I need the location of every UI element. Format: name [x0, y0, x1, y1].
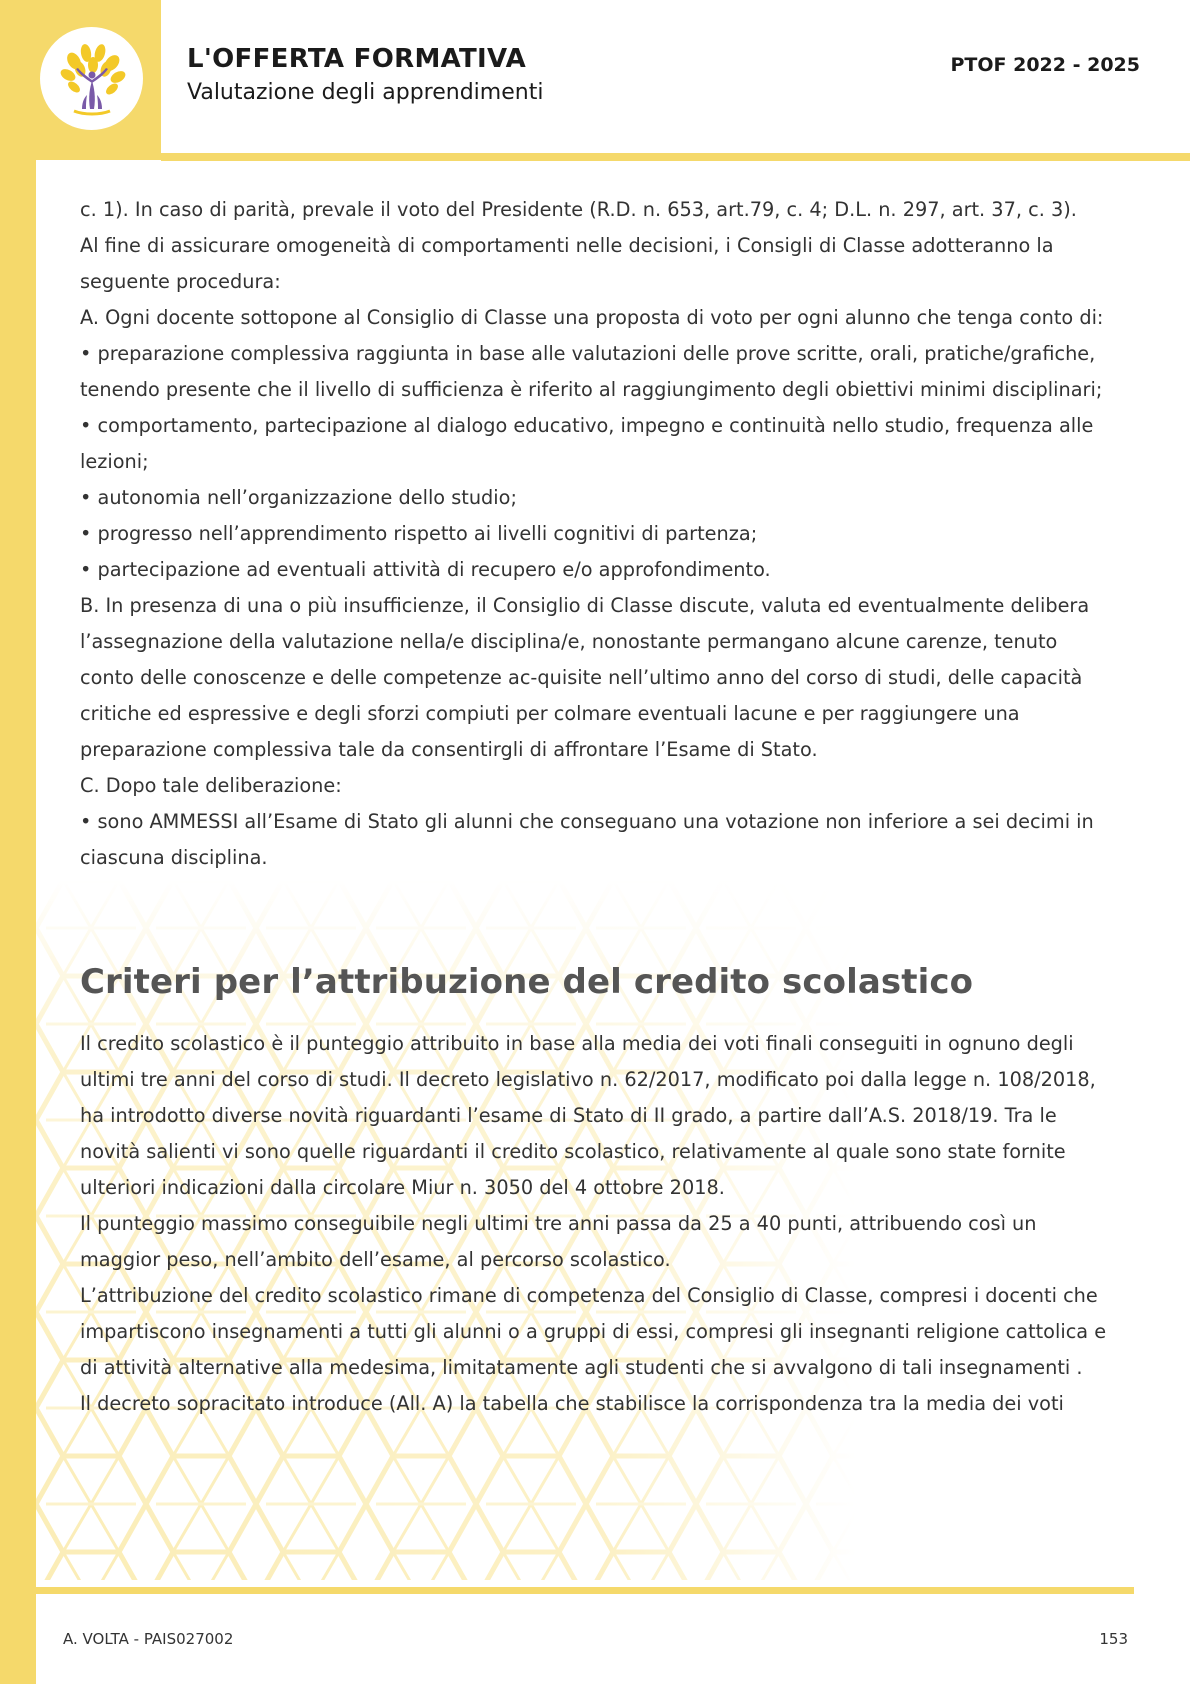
ptof-label: PTOF 2022 - 2025	[950, 54, 1140, 76]
credito-section	[80, 1026, 1115, 1422]
left-accent-strip	[0, 0, 36, 1684]
header-divider	[161, 153, 1190, 161]
paragraph: Il decreto sopracitato introduce (All. A) la tabella che stabilisce la corrispondenza tra la media dei voti	[80, 1392, 1064, 1415]
bullet-item: • partecipazione ad eventuali attività di recupero e/o approfondimento.	[80, 558, 771, 581]
page-title: L'OFFERTA FORMATIVA	[187, 44, 527, 74]
bullet-item: • progresso nell’apprendimento rispetto ai livelli cognitivi di partenza;	[80, 522, 758, 545]
bullet-item: • comportamento, partecipazione al dialogo educativo, impegno e continuità nello studio, frequenza alle lezioni;	[80, 414, 1094, 473]
paragraph: C. Dopo tale deliberazione:	[80, 774, 342, 797]
paragraph: Il punteggio massimo conseguibile negli ultimi tre anni passa da 25 a 40 punti, attribuendo così un maggior peso, nell’ambito dell’esame, al percorso scolastico.	[80, 1212, 1037, 1271]
bullet-item: • sono AMMESSI all’Esame di Stato gli alunni che conseguano una votazione non inferiore a sei decimi in ciascuna disciplina.	[80, 810, 1094, 869]
page-number: 153	[1099, 1630, 1128, 1648]
section-heading: Criteri per l’attribuzione del credito scolastico	[80, 962, 974, 1002]
paragraph: c. 1). In caso di parità, prevale il voto del Presidente (R.D. n. 653, art.79, c. 4; D.L. n. 297, art. 37, c. 3).	[80, 198, 1077, 221]
paragraph: B. In presenza di una o più insufficienze, il Consiglio di Classe discute, valuta ed eventualmente delibera l’assegnazione della valutazione nella/e disciplina/e, nonostante permangano alcune carenze, tenuto conto delle conoscenze e delle competenze ac-quisite nell’ultimo anno del corso di studi, delle capacità critiche ed espressive e degli sforzi compiuti per colmare eventuali lacune e per raggiungere una preparazione complessiva tale da consentirgli di affrontare l’Esame di Stato.	[80, 594, 1090, 761]
procedure-section	[80, 192, 1115, 876]
bullet-item: • preparazione complessiva raggiunta in base alle valutazioni delle prove scritte, orali, pratiche/grafiche, tenendo presente che il livello di sufficienza è riferito al raggiungimento degli obiettivi minimi disciplinari;	[80, 342, 1103, 401]
school-logo	[40, 27, 143, 130]
footer-divider	[36, 1587, 1134, 1594]
page-subtitle: Valutazione degli apprendimenti	[187, 80, 544, 105]
bullet-item: • autonomia nell’organizzazione dello studio;	[80, 486, 517, 509]
tree-logo-icon	[52, 39, 132, 119]
paragraph: L’attribuzione del credito scolastico rimane di competenza del Consiglio di Classe, compresi i docenti che impartiscono insegnamenti a tutti gli alunni o a gruppi di essi, compresi gli insegnanti religione cattolica e di attività alternative alla medesima, limitatamente agli studenti che si avvalgono di tali insegnamenti .	[80, 1284, 1107, 1379]
page-content	[80, 192, 1115, 1422]
paragraph: A. Ogni docente sottopone al Consiglio di Classe una proposta di voto per ogni alunno che tenga conto di:	[80, 306, 1104, 329]
footer-school-code: A. VOLTA - PAIS027002	[63, 1630, 234, 1648]
paragraph: Al fine di assicurare omogeneità di comportamenti nelle decisioni, i Consigli di Classe adotteranno la seguente procedura:	[80, 234, 1054, 293]
paragraph: Il credito scolastico è il punteggio attribuito in base alla media dei voti finali conseguiti in ognuno degli ultimi tre anni del corso di studi. Il decreto legislativo n. 62/2017, modificato poi dalla legge n. 108/2018, ha introdotto diverse novità riguardanti l’esame di Stato di II grado, a partire dall’A.S. 2018/19. Tra le novità salienti vi sono quelle riguardanti il credito scolastico, relativamente al quale sono state fornite ulteriori indicazioni dalla circolare Miur n. 3050 del 4 ottobre 2018.	[80, 1032, 1096, 1199]
